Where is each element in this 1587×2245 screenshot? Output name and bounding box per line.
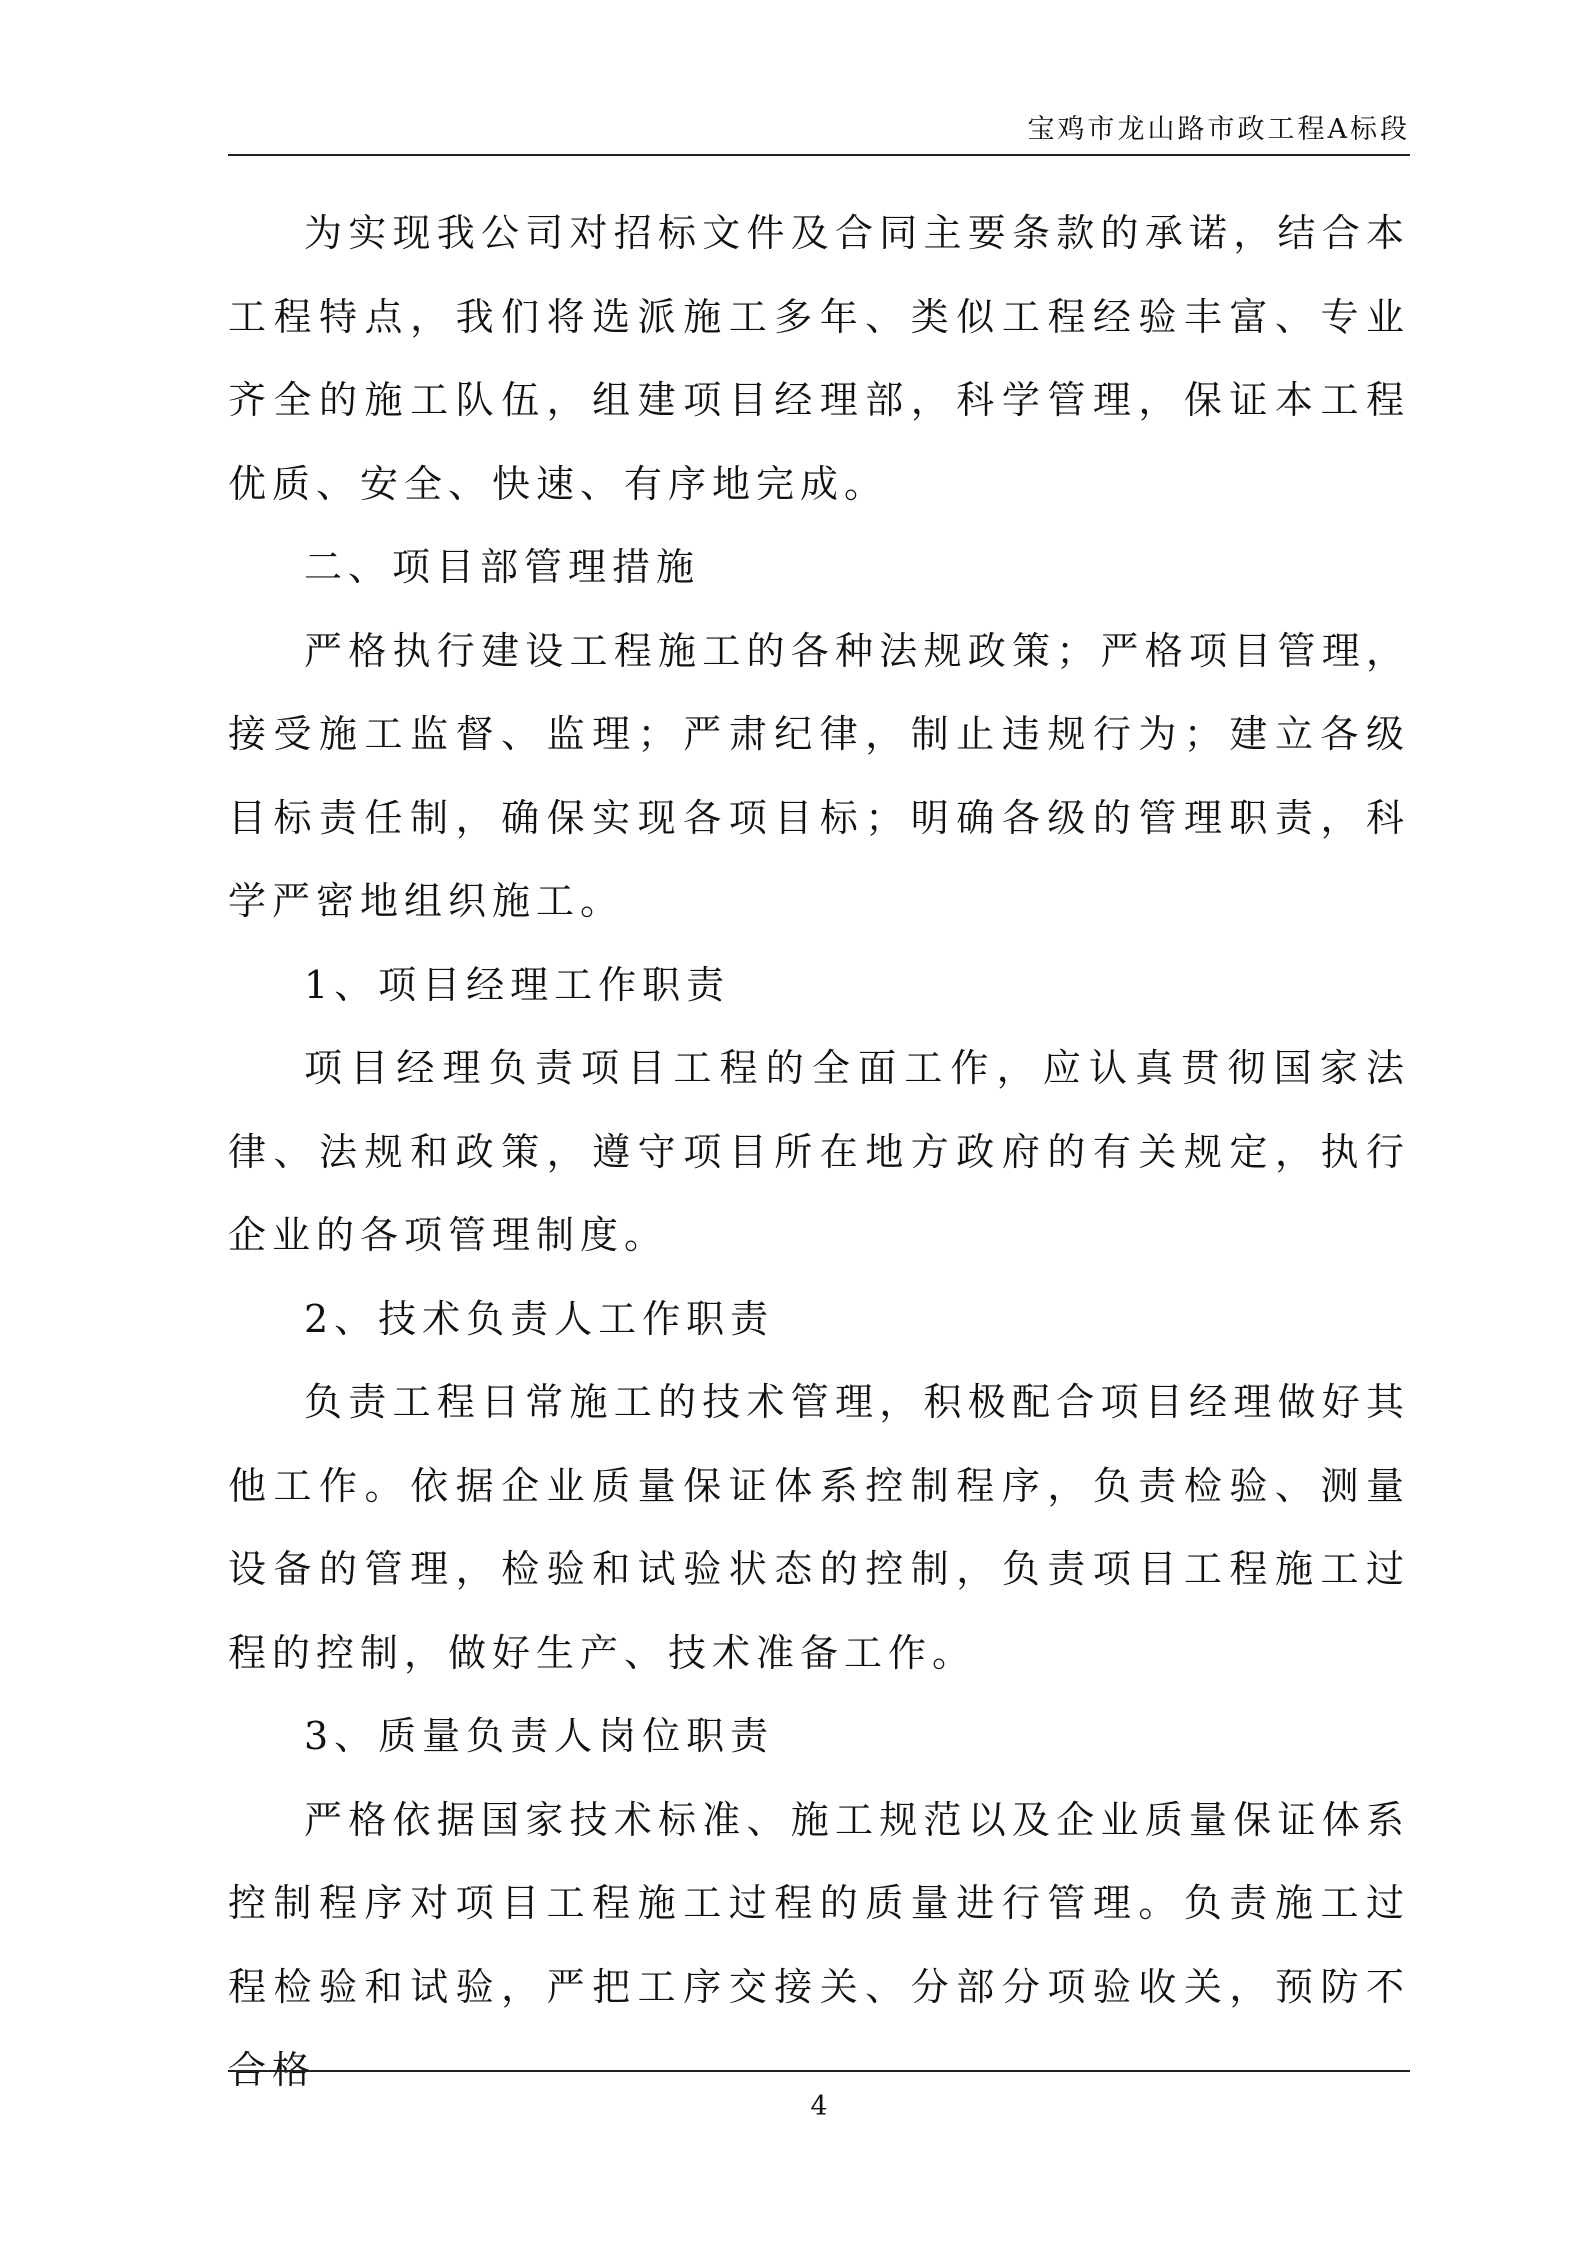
- footer-rule: [228, 2070, 1410, 2072]
- paragraph-management-measures: 严格执行建设工程施工的各种法规政策；严格项目管理，接受施工监督、监理；严肃纪律，制止违规行为；建立各级目标责任制，确保实现各项目标；明确各级的管理职责，科学严密地组织施工。: [228, 628, 1410, 923]
- page-number: 4: [810, 2091, 828, 2122]
- running-header: 宝鸡市龙山路市政工程A标段: [1027, 114, 1410, 145]
- paragraph-project-manager-duties: 项目经理负责项目工程的全面工作，应认真贯彻国家法律、法规和政策，遵守项目所在地方政府的有关规定，执行企业的各项管理制度。: [228, 1046, 1410, 1257]
- paragraph-intro: 为实现我公司对招标文件及合同主要条款的承诺，结合本工程特点，我们将选派施工多年、类似工程经验丰富、专业齐全的施工队伍，组建项目经理部，科学管理，保证本工程优质、安全、快速、有序地完成。: [228, 211, 1410, 506]
- subheading-quality-lead-duties: 3、质量负责人岗位职责: [304, 1714, 775, 1758]
- paragraph-quality-lead-duties: 严格依据国家技术标准、施工规范以及企业质量保证体系控制程序对项目工程施工过程的质量进行管理。负责施工过程检验和试验，严把工序交接关、分部分项验收关，预防不合格: [228, 1797, 1410, 2092]
- header-rule: [228, 154, 1410, 156]
- subheading-project-manager-duties: 1、项目经理工作职责: [304, 962, 731, 1007]
- section-heading-management-measures: 二、项目部管理措施: [304, 545, 701, 589]
- body-text: [228, 192, 1410, 2113]
- subheading-technical-lead-duties: 2、技术负责人工作职责: [304, 1296, 775, 1341]
- paragraph-technical-lead-duties: 负责工程日常施工的技术管理，积极配合项目经理做好其他工作。依据企业质量保证体系控制程序，负责检验、测量设备的管理，检验和试验状态的控制，负责项目工程施工过程的控制，做好生产、技术准备工作。: [228, 1380, 1410, 1675]
